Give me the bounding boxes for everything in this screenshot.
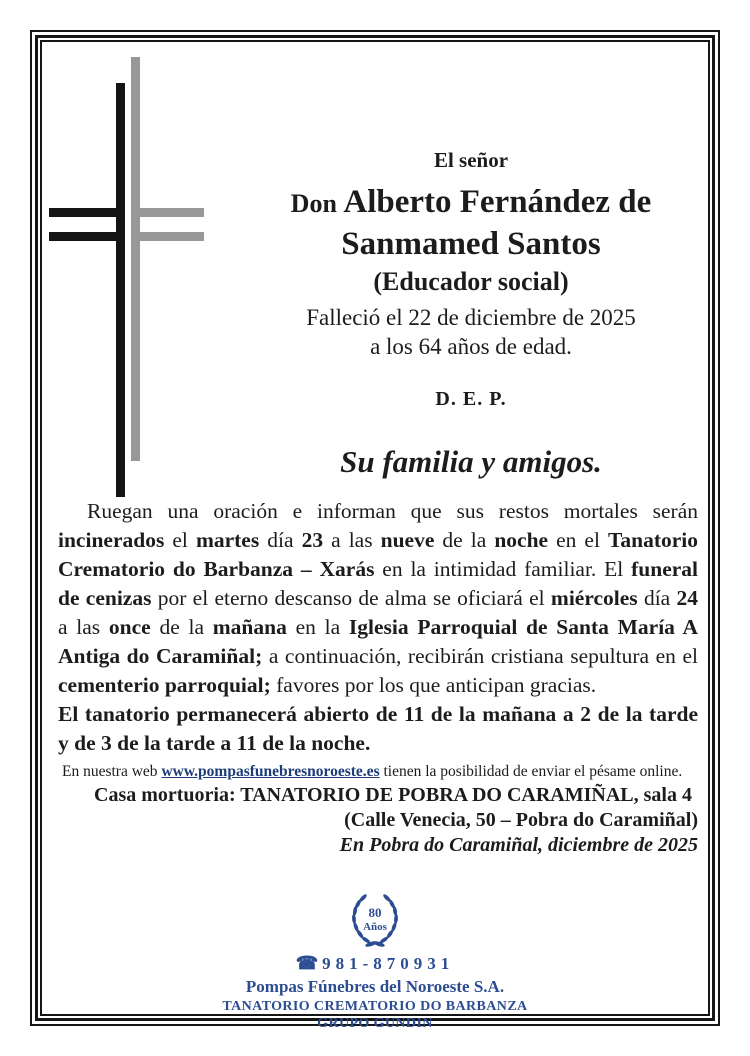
badge-anos: Años (363, 921, 387, 933)
company-name: Pompas Fúnebres del Noroeste S.A. (245, 977, 505, 996)
occupation: (Educador social) (373, 267, 569, 296)
salutation: El señor (433, 148, 509, 172)
tanatorio-hours: El tanatorio permanecerá abierto de 11 de la mañana a 2 de la tarde y de 3 de la tarde a 11 de la noche. (58, 702, 698, 755)
death-age: a los 64 años de edad. (370, 334, 572, 359)
company-line3: GRUPO GUNDIN (317, 1016, 433, 1031)
phone-number: 981-870931 (322, 954, 455, 973)
cross-gray-arm-upper (131, 208, 204, 217)
laurel-wreath-80-anos-icon (345, 891, 405, 947)
death-date: Falleció el 22 de diciembre de 2025 (306, 305, 636, 330)
web-notice: En nuestra web www.pompasfunebresnoroeste.es tienen la posibilidad de enviar el pésame online. (62, 763, 683, 780)
address-line: (Calle Venecia, 50 – Pobra do Caramiñal) (344, 809, 698, 831)
casa-mortuoria: Casa mortuoria: TANATORIO DE POBRA DO CARAMIÑAL, sala 4 (94, 784, 692, 806)
badge-80: 80 (368, 905, 382, 920)
cross-gray-arm-lower (131, 232, 204, 241)
header-block (238, 148, 704, 480)
announcement-paragraph: Ruegan una oración e informan que sus restos mortales serán incinerados el martes día 23 a las nueve de la noche en el Tanatorio Crematorio do Barbanza – Xarás en la intimidad familiar. El funeral de cenizas por el eterno descanso de alma se oficiará el miércoles día 24 a las once de la mañana en la Iglesia Parroquial de Santa María A Antiga do Caramiñal; a continuación, recibirán cristiana sepultura en el cementerio parroquial; favores por los que anticipan gracias. (58, 499, 699, 697)
deceased-name (238, 182, 704, 264)
dep-abbreviation: D. E. P. (435, 388, 507, 410)
phone-icon: ☎ (295, 953, 319, 973)
cross-black-arm-lower (49, 232, 125, 241)
name-prefix: Don (290, 189, 337, 218)
name-line1: Alberto Fernández de (343, 184, 652, 220)
cross-black-vertical (116, 83, 125, 497)
family-signature: Su familia y amigos. (340, 444, 602, 479)
pesame-link[interactable]: www.pompasfunebresnoroeste.es (161, 763, 380, 780)
cross-black-arm-upper (49, 208, 125, 217)
dateline: En Pobra do Caramiñal, diciembre de 2025 (339, 834, 698, 856)
body-block (58, 497, 698, 857)
company-line2: TANATORIO CREMATORIO DO BARBANZA (222, 999, 528, 1014)
name-line2: Sanmamed Santos (341, 226, 601, 262)
cross-gray-vertical (131, 57, 140, 461)
phone-line (0, 953, 750, 974)
footer-block (0, 891, 750, 1032)
